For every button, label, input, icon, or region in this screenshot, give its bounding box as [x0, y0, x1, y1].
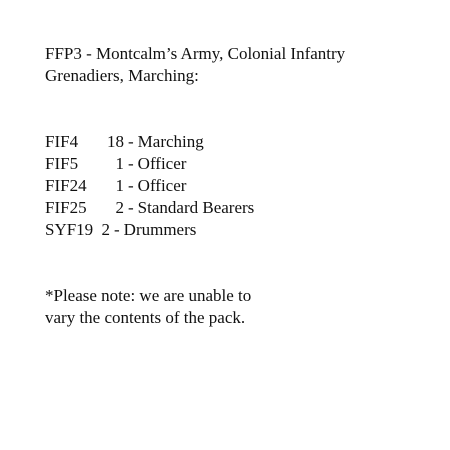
pack-note-line-1: *Please note: we are unable to — [45, 286, 252, 305]
item-description: Officer — [137, 176, 187, 195]
product-document — [45, 43, 445, 329]
pack-title-line-2: Grenadiers, Marching: — [45, 66, 199, 85]
item-code: FIF25 — [45, 198, 87, 217]
list-item — [45, 175, 445, 197]
list-item — [45, 153, 445, 175]
item-description: Drummers — [123, 220, 197, 239]
pack-title-line-1: FFP3 - Montcalm’s Army, Colonial Infantry — [45, 44, 346, 63]
item-quantity: 2 — [101, 220, 110, 239]
item-quantity: 2 — [115, 198, 124, 217]
item-code: FIF4 — [45, 132, 79, 151]
item-quantity: 1 — [115, 176, 124, 195]
pack-title — [45, 43, 445, 87]
pack-note — [45, 285, 445, 329]
item-separator: - — [114, 220, 120, 239]
list-item — [45, 197, 445, 219]
item-description: Officer — [137, 154, 187, 173]
item-code: FIF5 — [45, 154, 79, 173]
pack-contents-list — [45, 131, 445, 241]
item-separator: - — [128, 154, 134, 173]
item-quantity: 1 — [115, 154, 124, 173]
item-code: FIF24 — [45, 176, 87, 195]
pack-note-line-2: vary the contents of the pack. — [45, 308, 246, 327]
item-separator: - — [128, 176, 134, 195]
item-code: SYF19 — [45, 220, 94, 239]
list-item — [45, 219, 445, 241]
item-separator: - — [128, 198, 134, 217]
item-description: Marching — [137, 132, 204, 151]
item-description: Standard Bearers — [137, 198, 255, 217]
list-item — [45, 131, 445, 153]
item-separator: - — [128, 132, 134, 151]
item-quantity: 18 — [107, 132, 124, 151]
